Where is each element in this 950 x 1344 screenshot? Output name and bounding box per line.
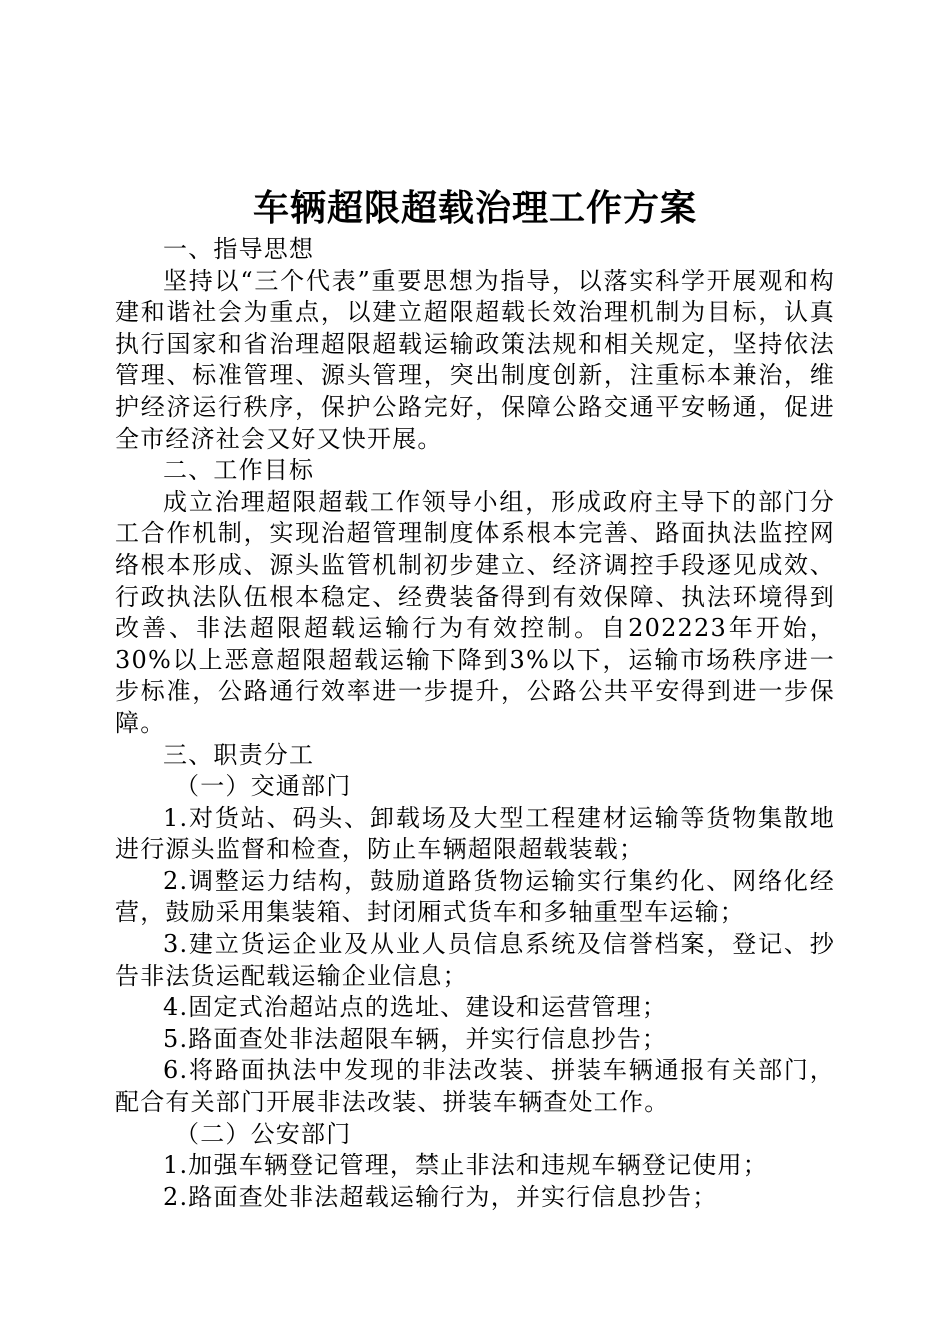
list-item: 4.固定式治超站点的选址、建设和运营管理； — [163, 993, 668, 1022]
section-heading: 一、指导思想 — [163, 235, 315, 263]
list-item: 6.将路面执法中发现的非法改装、拼装车辆通报有关部门，配合有关部门开展非法改装、拼装车辆查处工作。 — [115, 1056, 835, 1117]
list-item: 2.调整运力结构，鼓励道路货物运输实行集约化、网络化经营，鼓励采用集装箱、封闭厢式货车和多轴重型车运输； — [115, 866, 835, 927]
subsection-heading: （二）公安部门 — [175, 1119, 352, 1148]
list-item: 1.加强车辆登记管理，禁止非法和违规车辆登记使用； — [163, 1151, 768, 1180]
list-item: 1.对货站、码头、卸载场及大型工程建材运输等货物集散地进行源头监督和检查，防止车辆超限超载装载； — [115, 803, 835, 864]
list-item: 3.建立货运企业及从业人员信息系统及信誉档案，登记、抄告非法货运配载运输企业信息； — [115, 930, 835, 990]
section-heading: 二、工作目标 — [163, 456, 315, 485]
list-item: 5.路面查处非法超限车辆，并实行信息抄告； — [163, 1024, 668, 1053]
document-body — [115, 234, 835, 1213]
subsection-heading: （一）交通部门 — [175, 772, 352, 801]
section-heading: 三、职责分工 — [163, 740, 315, 769]
paragraph: 坚持以“三个代表”重要思想为指导，以落实科学开展观和构建和谐社会为重点，以建立超限超载长效治理机制为目标，认真执行国家和省治理超限超载运输政策法规和相关规定，坚持依法管理、标准管理、源头管理，突出制度创新，注重标本兼治，维护经济运行秩序，保护公路完好，保障公路交通平安畅通，促进全市经济社会又好又快开展。 — [115, 266, 835, 453]
paragraph: 成立治理超限超载工作领导小组，形成政府主导下的部门分工合作机制，实现治超管理制度体系根本完善、路面执法监控网络根本形成、源头监管机制初步建立、经济调控手段逐见成效、行政执法队伍根本稳定、经费装备得到有效保障、执法环境得到改善、非法超限超载运输行为有效控制。自202223年开始，30%以上恶意超限超载运输下降到3%以下，运输市场秩序进一步标准，公路通行效率进一步提升，公路公共平安得到进一步保障。 — [115, 487, 835, 737]
document-title: 车辆超限超载治理工作方案 — [252, 187, 697, 229]
list-item: 2.路面查处非法超载运输行为，并实行信息抄告； — [163, 1182, 718, 1211]
